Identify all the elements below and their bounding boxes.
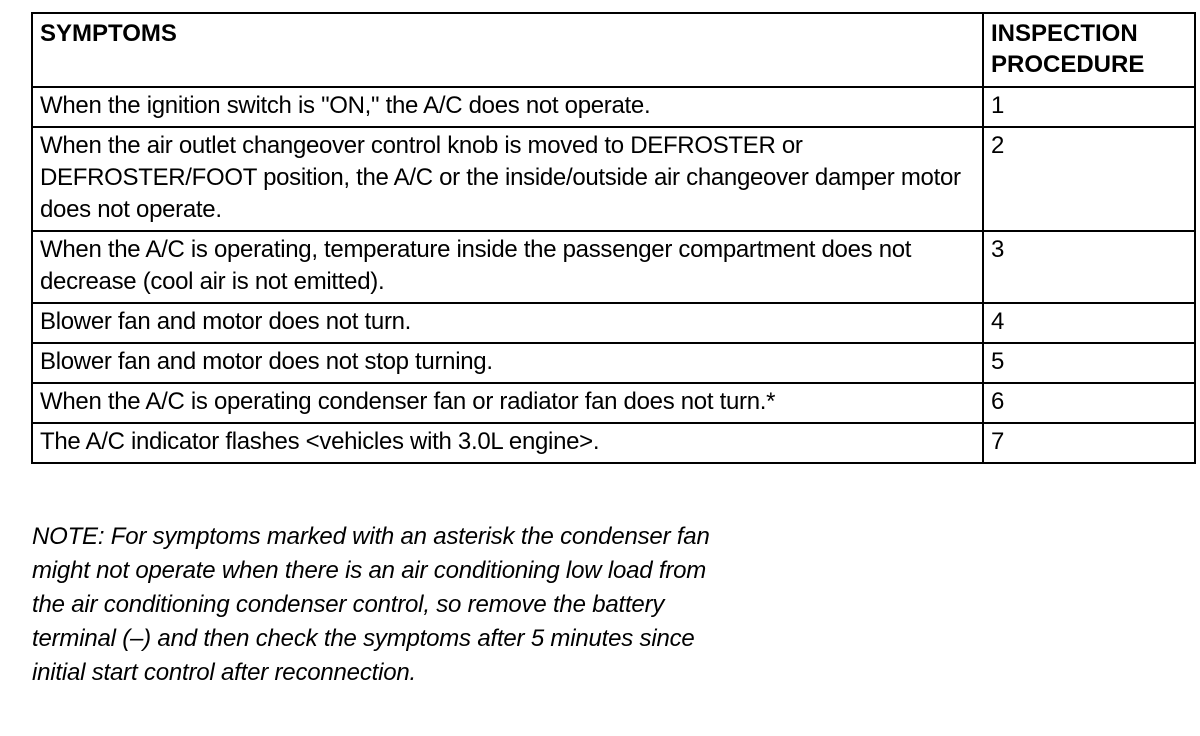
table-row bbox=[32, 383, 1195, 423]
procedure-cell: 1 bbox=[983, 87, 1195, 127]
header-inspection-procedure: INSPECTION PROCEDURE bbox=[983, 13, 1195, 87]
symptom-cell: When the air outlet changeover control knob is moved to DEFROSTER or DEFROSTER/FOOT position, the A/C or the inside/outside air changeover damper motor does not operate. bbox=[32, 127, 983, 231]
symptom-cell: When the A/C is operating, temperature inside the passenger compartment does not decrease (cool air is not emitted). bbox=[32, 231, 983, 303]
procedure-cell: 2 bbox=[983, 127, 1195, 231]
table-row bbox=[32, 231, 1195, 303]
symptom-chart bbox=[31, 12, 1194, 464]
symptom-cell: Blower fan and motor does not turn. bbox=[32, 303, 983, 343]
table-header-row bbox=[32, 13, 1195, 87]
procedure-cell: 4 bbox=[983, 303, 1195, 343]
table-row bbox=[32, 343, 1195, 383]
symptom-cell: The A/C indicator flashes <vehicles with 3.0L engine>. bbox=[32, 423, 983, 463]
table-row bbox=[32, 127, 1195, 231]
symptoms-table bbox=[31, 12, 1196, 464]
table-row bbox=[32, 423, 1195, 463]
asterisk-note: NOTE: For symptoms marked with an asterisk the condenser fan might not operate when there is an air conditioning low load from the air conditioning condenser control, so remove the battery terminal (–) and then check the symptoms after 5 minutes since initial start control after reconnection. bbox=[32, 523, 710, 686]
procedure-cell: 3 bbox=[983, 231, 1195, 303]
symptom-cell: When the A/C is operating condenser fan or radiator fan does not turn.* bbox=[32, 383, 983, 423]
table-row bbox=[32, 303, 1195, 343]
symptom-cell: When the ignition switch is "ON," the A/C does not operate. bbox=[32, 87, 983, 127]
procedure-cell: 5 bbox=[983, 343, 1195, 383]
procedure-cell: 7 bbox=[983, 423, 1195, 463]
symptom-cell: Blower fan and motor does not stop turning. bbox=[32, 343, 983, 383]
header-symptoms: SYMPTOMS bbox=[32, 13, 983, 87]
table-row bbox=[32, 87, 1195, 127]
procedure-cell: 6 bbox=[983, 383, 1195, 423]
